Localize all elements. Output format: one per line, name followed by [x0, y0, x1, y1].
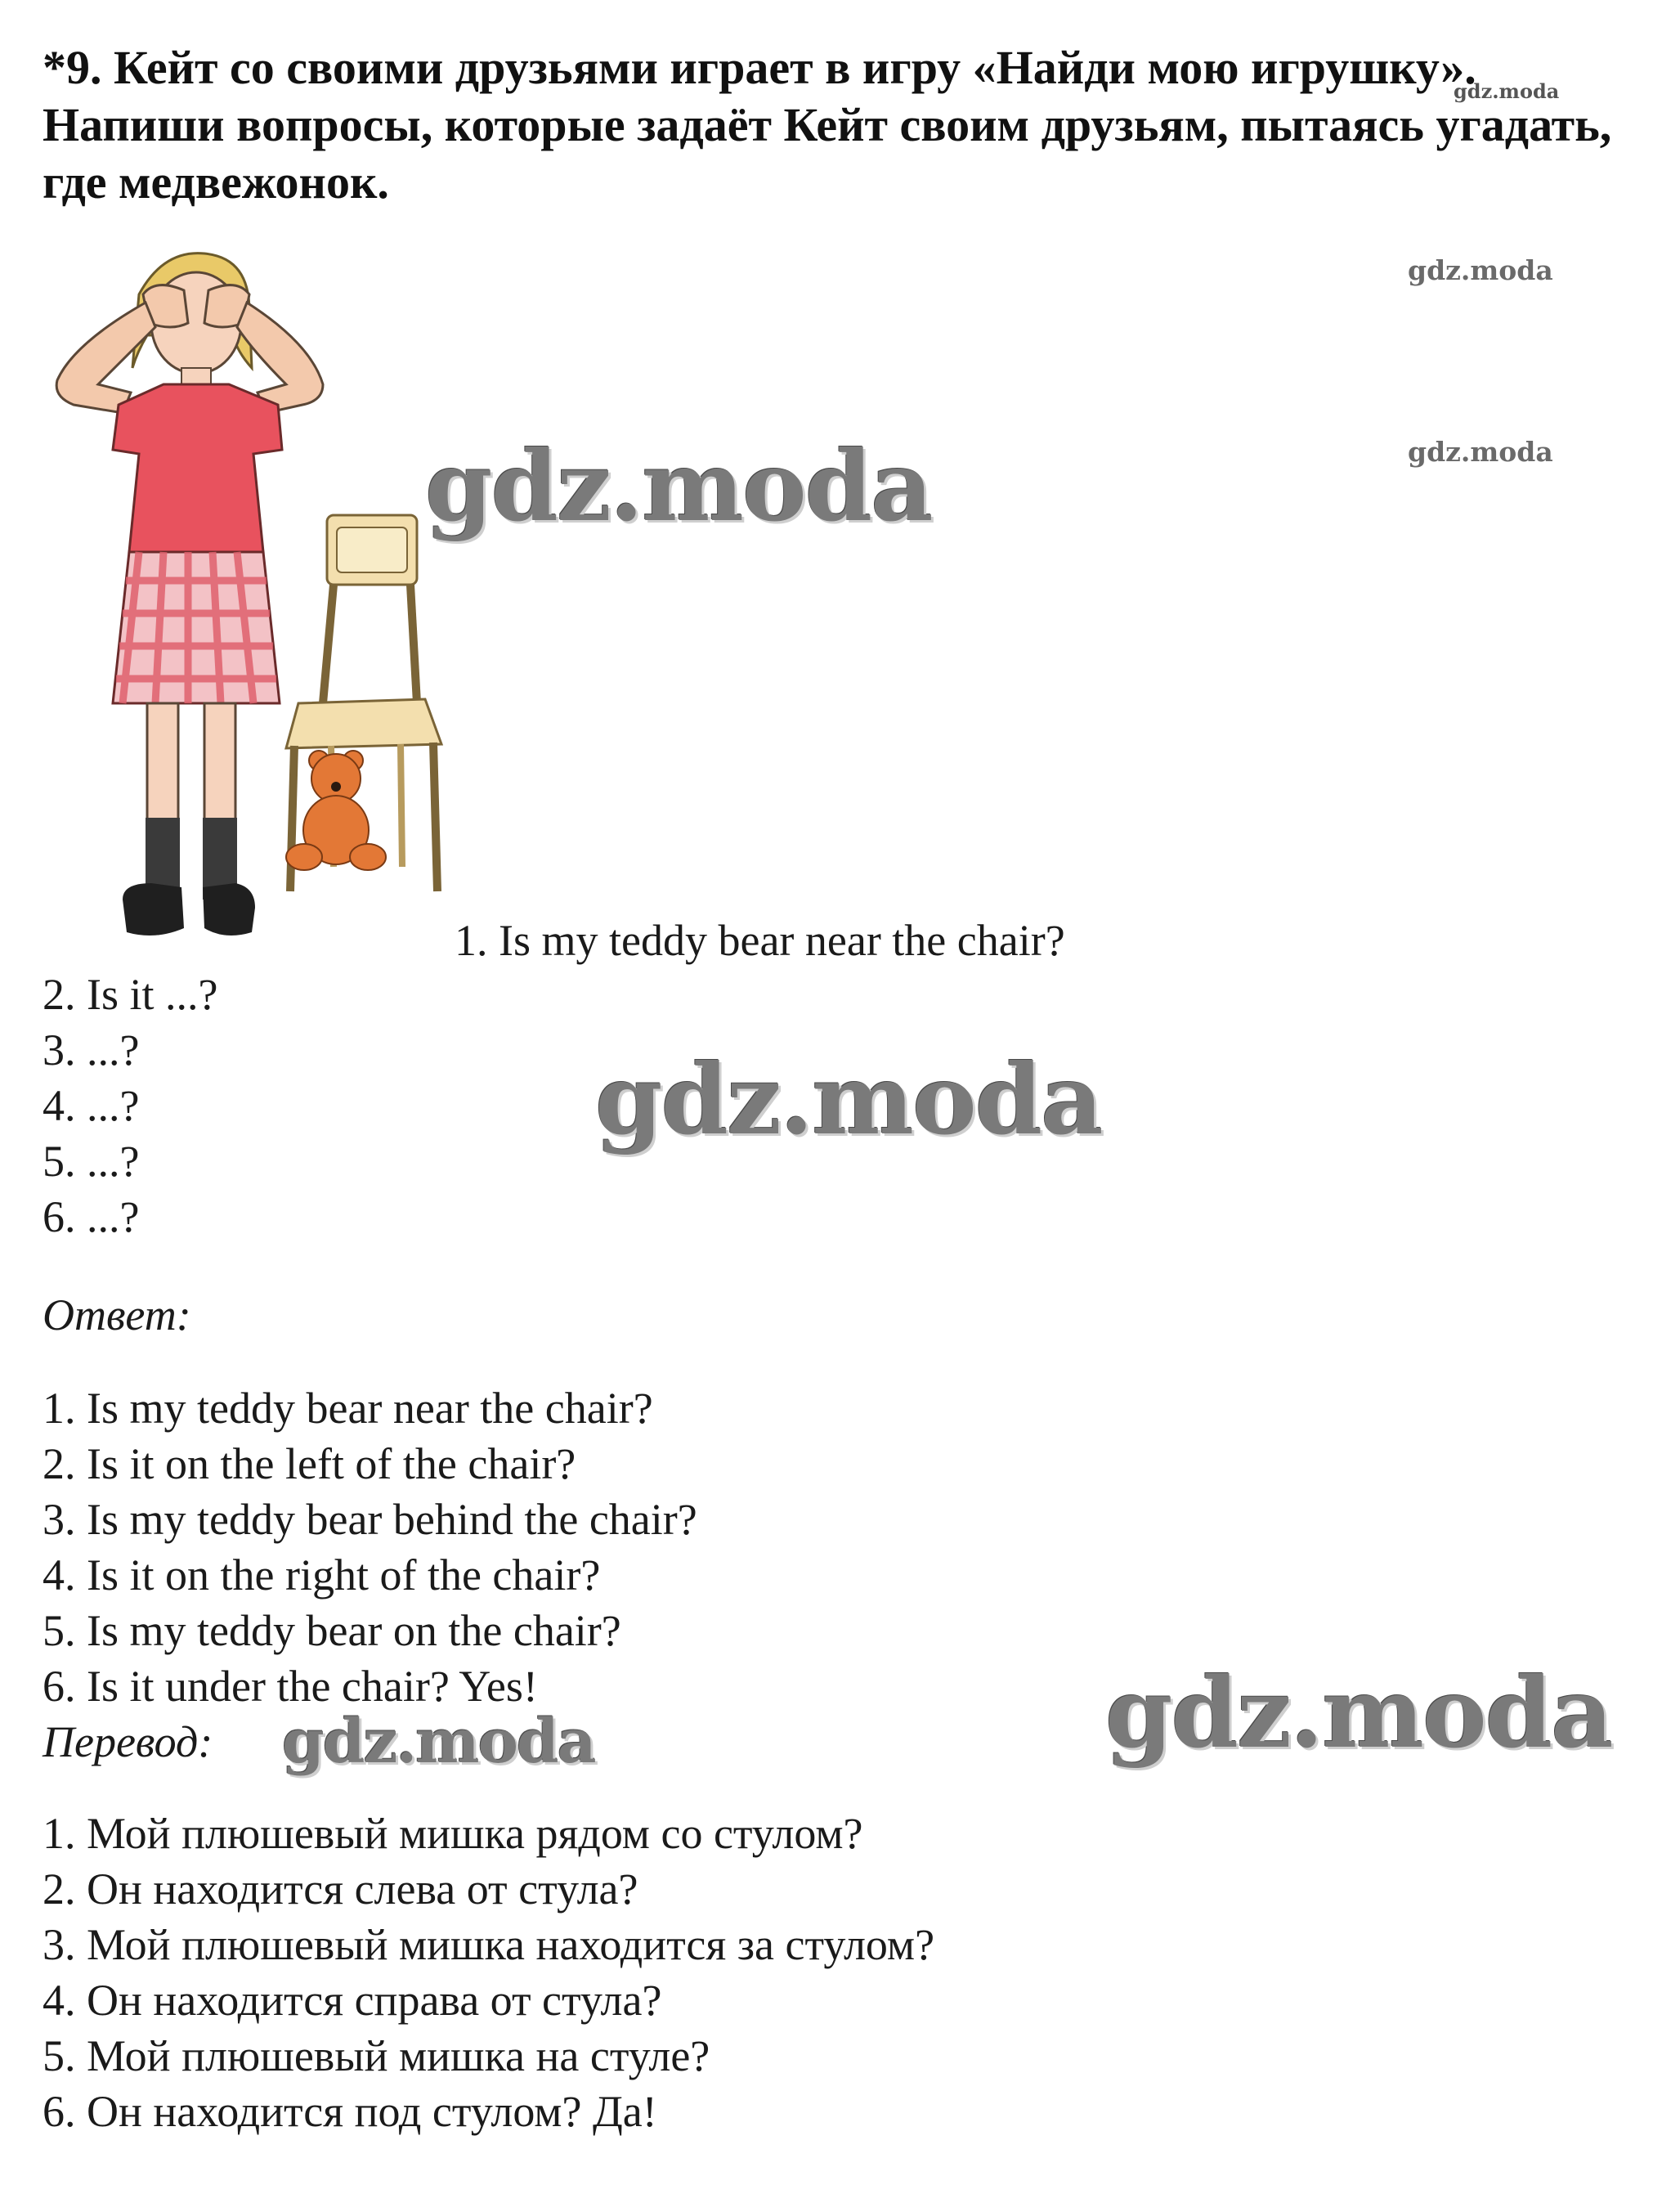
answer-item: 2. Is it on the left of the chair?	[43, 1439, 576, 1488]
watermark: gdz.moda	[425, 429, 932, 543]
translation-item: 4. Он находится справа от стула?	[43, 1976, 662, 2025]
girl-figure	[56, 254, 323, 936]
answer-item: 4. Is it on the right of the chair?	[43, 1550, 601, 1600]
teddy-bear	[286, 751, 386, 870]
illustration-girl-chair-teddy	[41, 245, 466, 949]
answer-label: Ответ:	[43, 1290, 191, 1339]
watermark: gdz.moda	[1454, 79, 1560, 103]
prompt-item: 6. ...?	[43, 1192, 140, 1241]
task-title-line-2: Напиши вопросы, которые задаёт Кейт своим друзьям, пытаясь угадать,	[43, 98, 1612, 151]
prompt-item: 2. Is it ...?	[43, 970, 218, 1019]
prompt-item: 4. ...?	[43, 1081, 140, 1130]
prompt-item: 5. ...?	[43, 1137, 140, 1186]
translation-item: 1. Мой плюшевый мишка рядом со стулом?	[43, 1809, 863, 1858]
watermark: gdz.moda	[282, 1707, 595, 1777]
answer-item: 5. Is my teddy bear on the chair?	[43, 1606, 621, 1655]
answer-item: 3. Is my teddy bear behind the chair?	[43, 1495, 697, 1544]
watermark: gdz.moda	[1105, 1656, 1612, 1770]
translation-item: 5. Мой плюшевый мишка на стуле?	[43, 2031, 710, 2080]
watermark: gdz.moda	[1408, 436, 1553, 468]
task-title-line-1: *9. Кейт со своими друзьями играет в игру «Найди мою игрушку».	[43, 41, 1476, 94]
answer-item: 1. Is my teddy bear near the chair?	[43, 1384, 653, 1433]
translation-label: Перевод:	[43, 1717, 213, 1766]
translation-item: 6. Он находится под стулом? Да!	[43, 2087, 657, 2136]
prompt-item: 3. ...?	[43, 1025, 140, 1075]
task-title-line-3: где медвежонок.	[43, 155, 389, 209]
watermark: gdz.moda	[595, 1043, 1102, 1156]
translation-item: 2. Он находится слева от стула?	[43, 1864, 638, 1914]
watermark: gdz.moda	[1408, 254, 1553, 286]
translation-item: 3. Мой плюшевый мишка находится за стулом?	[43, 1920, 935, 1969]
example-question: 1. Is my teddy bear near the chair?	[455, 916, 1065, 965]
answer-item: 6. Is it under the chair? Yes!	[43, 1662, 538, 1711]
